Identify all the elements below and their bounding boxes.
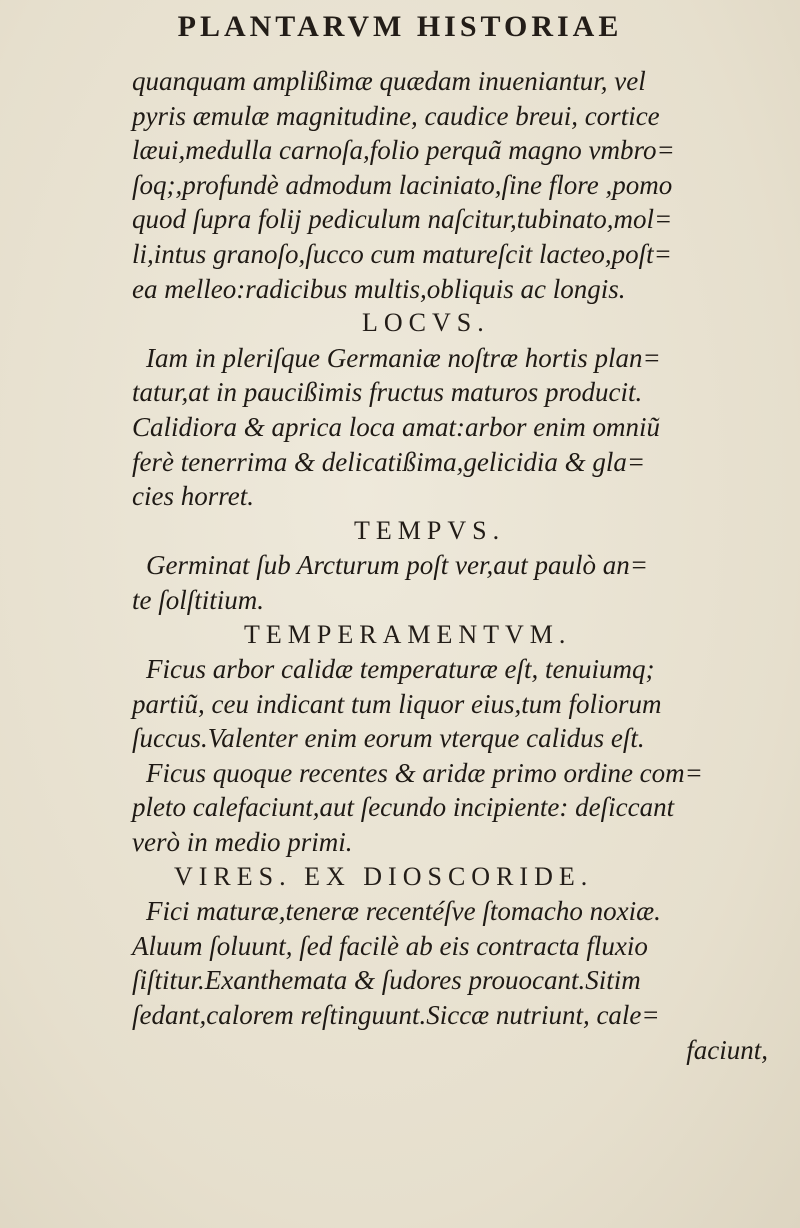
text-line: pleto calefaciunt,aut ſecundo incipiente: deſiccant [132, 792, 675, 823]
text-line: tatur,at in paucißimis fructus maturos producit. [132, 377, 643, 408]
text-line: ea melleo:radicibus multis,obliquis ac longis. [132, 273, 626, 304]
catchword: faciunt, [686, 1034, 768, 1065]
text-line: ſuccus.Valenter enim eorum vterque calidus eſt. [132, 723, 645, 754]
text-line: quanquam amplißimæ quædam inueniantur, vel [132, 66, 646, 96]
text-line: Ficus arbor calidæ temperaturæ eſt, tenuiumq; [146, 654, 655, 685]
text-line: ferè tenerrima & delicatißima,gelicidia & gla= [132, 446, 646, 477]
text-line: li,intus granoſo,ſucco cum matureſcit lacteo,poſt= [132, 238, 672, 269]
text-line: cies horret. [132, 481, 254, 512]
text-line: pyris æmulæ magnitudine, caudice breui, cortice [132, 100, 660, 131]
text-line: ſedant,calorem reſtinguunt.Siccæ nutriunt, cale= [132, 1000, 660, 1031]
text-line: Aluum ſoluunt, ſed facilè ab eis contracta fluxio [132, 930, 648, 961]
text-line: Iam in pleriſque Germaniæ noſtræ hortis plan= [146, 342, 661, 373]
text-line: Fici maturæ,teneræ recentéſve ſtomacho noxiæ. [146, 896, 661, 927]
section-heading-locus: LOCVS. [362, 308, 490, 338]
section-heading-tempus: TEMPVS. [354, 515, 506, 545]
text-line: Germinat ſub Arcturum poſt ver,aut paulò an= [146, 550, 648, 581]
text-line: te ſolſtitium. [132, 584, 264, 615]
text-line: quod ſupra folij pediculum naſcitur,tubinato,mol= [132, 204, 673, 235]
section-heading-temperamentum: TEMPERAMENTVM. [244, 619, 572, 649]
text-line: verò in medio primi. [132, 827, 353, 858]
section-heading-vires: VIRES. EX DIOSCORIDE. [174, 861, 594, 891]
text-line: partiũ, ceu indicant tum liquor eius,tum foliorum [132, 688, 662, 719]
text-line: Ficus quoque recentes & aridæ primo ordine com= [146, 757, 703, 788]
text-line: læui,medulla carnoſa,folio perquã magno vmbro= [132, 135, 675, 166]
text-block [132, 64, 772, 1067]
text-line: ſiſtitur.Exanthemata & ſudores prouocant.Sitim [132, 965, 641, 996]
running-head: PLANTARVM HISTORIAE [177, 10, 623, 43]
text-line: ſoq;,profundè admodum laciniato,ſine flore ,pomo [132, 169, 673, 200]
text-line: Calidiora & aprica loca amat:arbor enim omniũ [132, 411, 660, 442]
